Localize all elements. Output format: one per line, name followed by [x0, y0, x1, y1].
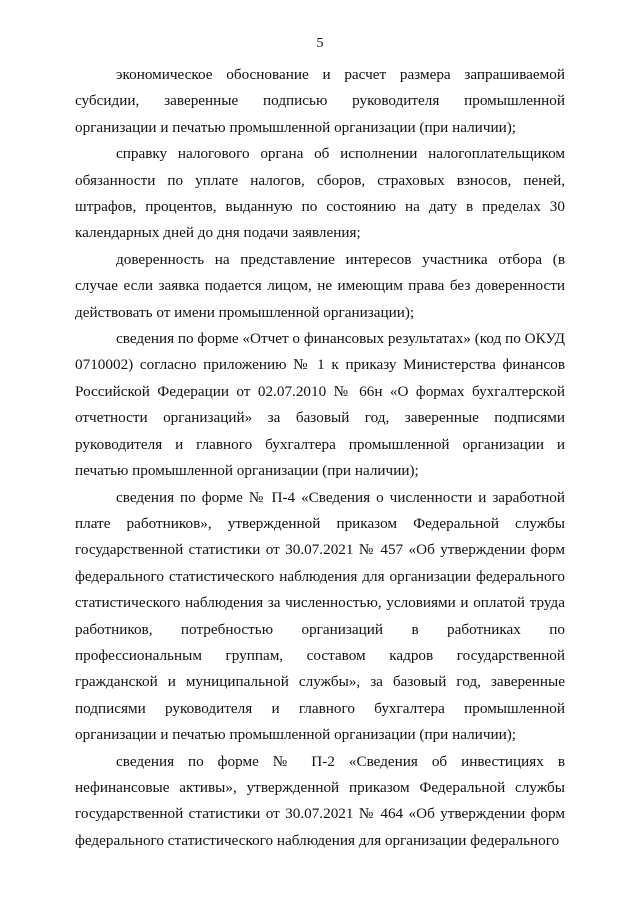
- paragraph-economic-justification: экономическое обоснование и расчет размера запрашиваемой субсидии, заверенные подписью руководителя промышленной организации и печатью промышленной организации (при наличии);: [75, 66, 565, 136]
- page-number: 5: [316, 36, 324, 51]
- paragraph-financial-results: сведения по форме «Отчет о финансовых результатах» (код по ОКУД 0710002) согласно приложению № 1 к приказу Министерства финансов Российской Федерации от 02.07.2010 № 66н «О формах бухгалтерской отчетности организаций» за базовый год, заверенные подписями руководителя и главного бухгалтера промышленной организации и печатью промышленной организации (при наличии);: [75, 330, 565, 480]
- paragraph-form-p4: сведения по форме № П-4 «Сведения о численности и заработной плате работников», утвержденной приказом Федеральной службы государственной статистики от 30.07.2021 № 457 «Об утверждении форм федерального статистического наблюдения для организации федерального статистического наблюдения за численностью, условиями и оплатой труда работников, потребностью организаций в работниках по профессиональным группам, составом кадров государственной гражданской и муниципальной службы», за базовый год, заверенные подписями руководителя и главного бухгалтера промышленной организации и печатью промышленной организации (при наличии);: [75, 488, 565, 744]
- paragraph-form-p2: сведения по форме № П-2 «Сведения об инвестициях в нефинансовые активы», утвержденной приказом Федеральной службы государственной статистики от 30.07.2021 № 464 «Об утверждении форм федерального статистического наблюдения для организации федерального: [75, 752, 565, 849]
- paragraph-power-of-attorney: доверенность на представление интересов участника отбора (в случае если заявка подается лицом, не имеющим права без доверенности действовать от имени промышленной организации);: [75, 250, 565, 321]
- document-body: [75, 62, 565, 854]
- paragraph-tax-certificate: справку налогового органа об исполнении налогоплательщиком обязанности по уплате налогов, сборов, страховых взносов, пеней, штрафов, процентов, выданную по состоянию на дату в пределах 30 календарных дней до дня подачи заявления;: [75, 145, 565, 242]
